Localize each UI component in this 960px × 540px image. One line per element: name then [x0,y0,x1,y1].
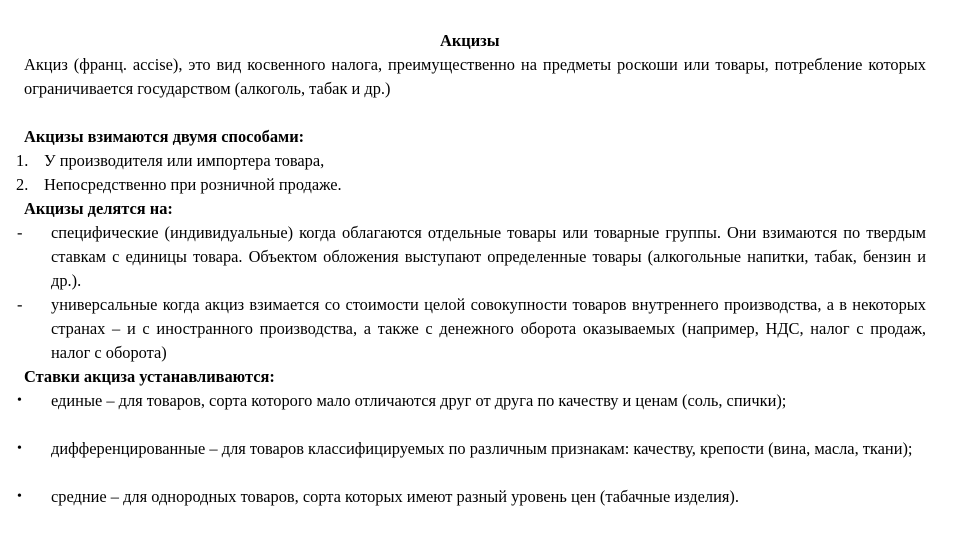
rates-heading: Ставки акциза устанавливаются: [24,367,275,386]
types-item-1-marker: - [17,223,23,242]
rates-item-2 [17,437,926,461]
types-item-2-marker: - [17,295,23,314]
methods-item-2-text: Непосредственно при розничной продаже. [44,175,342,194]
rates-item-1-bullet: • [17,393,22,408]
methods-item-1-text: У производителя или импортера товара, [44,151,325,170]
types-item-2-text: универсальные когда акциз взимается со стоимости целой совокупности товаров внутреннего производства, а в некоторых странах – и с иностранного производства, а также с денежного оборота оказываемых (например, НДС, налог с продаж, налог с оборота) [51,295,926,363]
intro-paragraph: Акциз (франц. accise), это вид косвенного налога, преимущественно на предметы роскоши или товары, потребление которых ограничивается государством (алкоголь, табак и др.) [24,55,926,99]
types-item-1 [17,221,926,294]
types-item-2 [17,293,926,366]
rates-item-1 [17,389,926,413]
document-title: Акцизы [440,31,500,50]
types-item-1-text: специфические (индивидуальные) когда облагаются отдельные товары или товарные группы. Они взимаются по твердым ставкам с единицы товара. Объектом обложения выступают определенные товары (алкогольные напитки, табак, бензин и др.). [51,223,926,291]
rates-item-3-text: средние – для однородных товаров, сорта которых имеют разный уровень цен (табачные изделия). [51,487,739,506]
methods-item-1 [16,149,324,173]
rates-item-1-text: единые – для товаров, сорта которого мало отличаются друг от друга по качеству и ценам (соль, спички); [51,391,787,410]
methods-item-2-marker: 2. [16,175,29,194]
rates-item-3-bullet: • [17,489,22,504]
rates-item-2-bullet: • [17,441,22,456]
methods-item-2 [16,173,342,197]
methods-heading: Акцизы взимаются двумя способами: [24,127,305,146]
methods-item-1-marker: 1. [16,151,29,170]
types-heading: Акцизы делятся на: [24,199,173,218]
rates-item-2-text: дифференцированные – для товаров классифицируемых по различным признакам: качеству, крепости (вина, масла, ткани); [51,439,913,458]
rates-item-3 [17,485,926,509]
